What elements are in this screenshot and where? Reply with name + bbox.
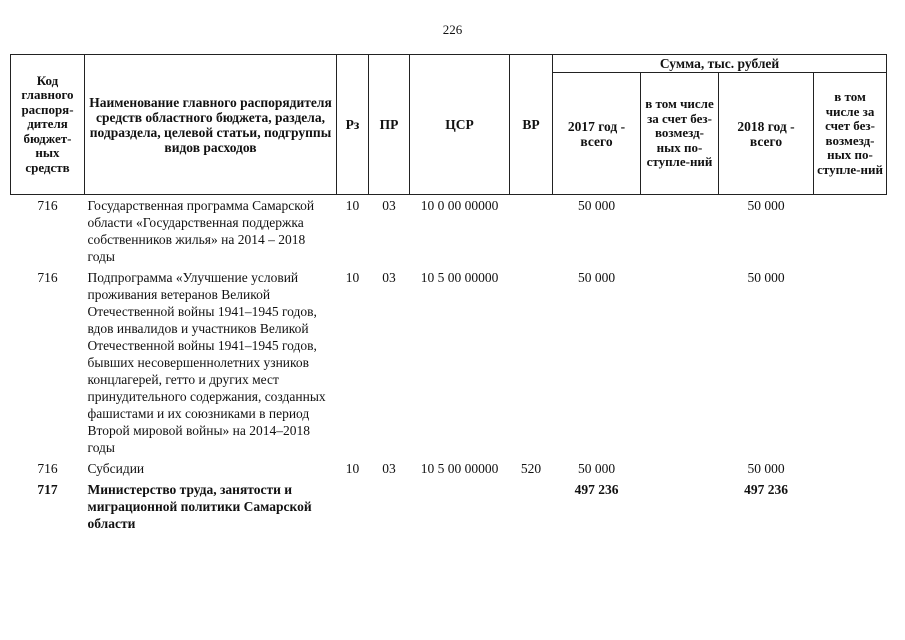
header-2017-total: 2017 год - всего <box>553 73 641 195</box>
row-2018-total: 497 236 <box>744 482 788 497</box>
header-row-top <box>11 55 887 73</box>
table-row <box>11 267 887 458</box>
table-row <box>11 458 887 479</box>
table-row <box>11 479 887 534</box>
header-code: Код главного распоря-дителя бюджет-ных средств <box>11 55 85 195</box>
row-2017-total: 50 000 <box>577 198 616 213</box>
header-csr: ЦСР <box>410 55 510 195</box>
header-2018-total: 2018 год - всего <box>719 73 814 195</box>
row-name: Субсидии <box>87 461 145 476</box>
row-code: 716 <box>37 461 58 476</box>
row-2017-free <box>641 458 719 479</box>
header-pr: ПР <box>369 55 410 195</box>
row-csr: 10 5 00 00000 <box>420 461 499 476</box>
row-pr: 03 <box>382 270 396 285</box>
row-code: 716 <box>37 270 58 285</box>
row-rz: 10 <box>345 270 360 285</box>
row-csr: 10 5 00 00000 <box>420 270 499 285</box>
page-number: 226 <box>442 22 463 37</box>
row-2017-free <box>641 195 719 268</box>
row-2017-total: 497 236 <box>574 482 619 497</box>
row-2018-free <box>814 267 887 458</box>
row-vr <box>510 267 553 458</box>
row-2018-total: 50 000 <box>747 198 785 213</box>
header-2017-free: в том числе за счет без-возмезд-ных по-ступле-ний <box>641 73 719 195</box>
table-row <box>11 195 887 268</box>
row-csr: 10 0 00 00000 <box>420 198 499 213</box>
header-vr: ВР <box>510 55 553 195</box>
row-vr <box>510 479 553 534</box>
row-name: Государственная программа Самарской области «Государственная поддержка собственников жилья» на 2014 – 2018 годы <box>87 198 315 264</box>
row-name: Подпрограмма «Улучшение условий проживания ветеранов Великой Отечественной войны 1941–1945 годов, вдов инвалидов и участников Великой Отечественной войны 1941–1945 годов, бывших несовершеннолетних узников концлагерей, гетто и других мест принудительного содержания, созданных фашистами и их союзниками в период Второй мировой войны» на 2014–2018 годы <box>87 270 326 455</box>
row-vr <box>510 195 553 268</box>
row-vr: 520 <box>520 461 542 476</box>
row-rz: 10 <box>345 198 360 213</box>
row-2017-free <box>641 267 719 458</box>
header-sum-group: Сумма, тыс. рублей <box>553 55 887 73</box>
row-2017-total: 50 000 <box>577 270 616 285</box>
header-rz: Рз <box>337 55 369 195</box>
header-2018-free: в том числе за счет без-возмезд-ных по-ступле-ний <box>814 73 887 195</box>
row-2018-total: 50 000 <box>747 461 785 476</box>
row-name: Министерство труда, занятости и миграционной политики Самарской области <box>87 482 312 531</box>
row-code: 717 <box>37 482 58 497</box>
row-pr: 03 <box>382 198 396 213</box>
row-csr <box>410 479 510 534</box>
row-pr <box>369 479 410 534</box>
row-pr: 03 <box>382 461 396 476</box>
row-2018-total: 50 000 <box>747 270 785 285</box>
row-2017-free <box>641 479 719 534</box>
row-2018-free <box>814 195 887 268</box>
row-rz: 10 <box>345 461 360 476</box>
header-name: Наименование главного распорядителя средств областного бюджета, раздела, подраздела, целевой статьи, подгруппы видов расходов <box>85 55 337 195</box>
row-code: 716 <box>37 198 58 213</box>
row-2017-total: 50 000 <box>577 461 616 476</box>
row-2018-free <box>814 479 887 534</box>
row-2018-free <box>814 458 887 479</box>
budget-table <box>10 54 887 534</box>
row-rz <box>337 479 369 534</box>
